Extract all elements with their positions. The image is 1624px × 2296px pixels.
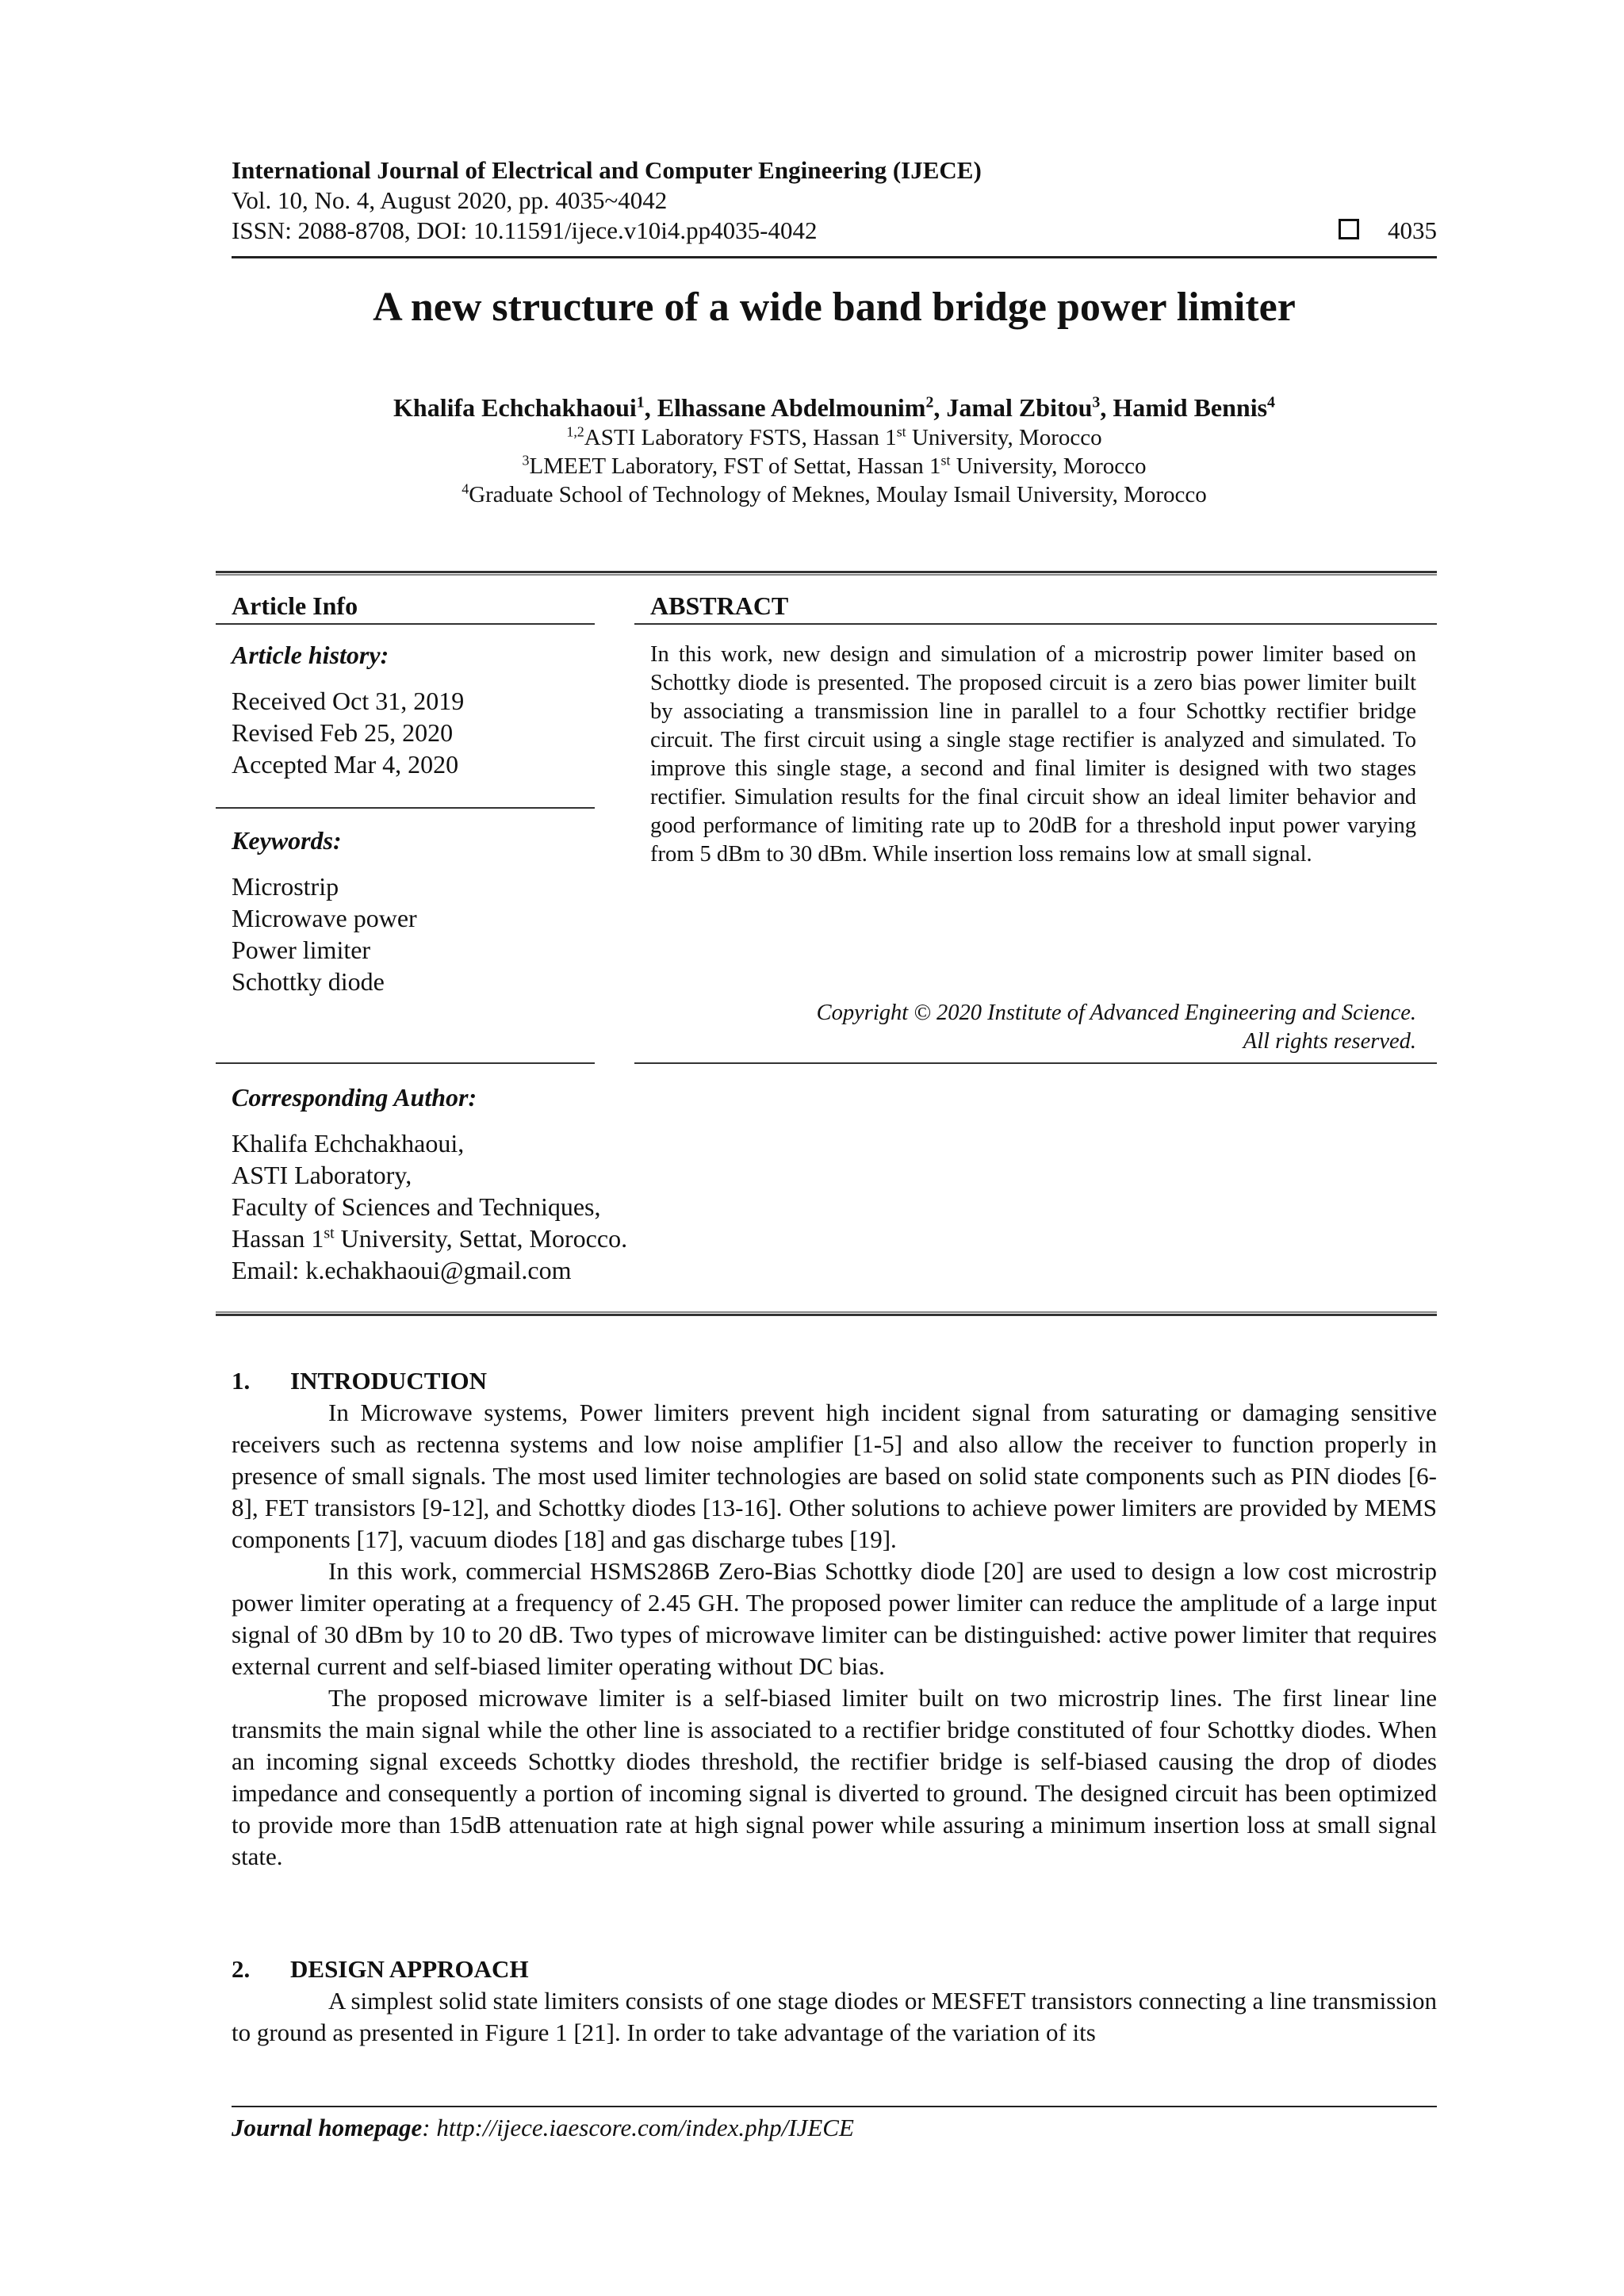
checkbox-square-icon bbox=[1339, 219, 1359, 239]
keyword: Schottky diode bbox=[232, 967, 385, 996]
author-name: Jamal Zbitou bbox=[946, 393, 1093, 422]
affiliation-text: University, Morocco bbox=[950, 453, 1147, 479]
copyright-line: All rights reserved. bbox=[1243, 1029, 1416, 1054]
history-accepted: Accepted Mar 4, 2020 bbox=[232, 750, 459, 779]
affiliation bbox=[232, 423, 1437, 452]
copyright-notice bbox=[650, 999, 1416, 1056]
author-sup: 1 bbox=[636, 393, 645, 411]
footer-rule bbox=[232, 2106, 1437, 2107]
journal-volume: Vol. 10, No. 4, August 2020, pp. 4035~4042 bbox=[232, 186, 668, 214]
abstract-rule bbox=[634, 623, 1437, 625]
article-info-rule bbox=[216, 623, 595, 625]
paragraph: A simplest solid state limiters consists of one stage diodes or MESFET transistors connecting a line transmission to ground as presented in Figure 1 [21]. In order to take advantage of the variation of its bbox=[232, 1987, 1437, 2046]
journal-name: International Journal of Electrical and Computer Engineering (IJECE) bbox=[232, 156, 982, 184]
keyword: Microstrip bbox=[232, 872, 339, 901]
page-number: 4035 bbox=[1388, 216, 1437, 244]
section-title: INTRODUCTION bbox=[290, 1367, 488, 1395]
abstract-heading: ABSTRACT bbox=[650, 591, 789, 620]
history-rule bbox=[216, 807, 595, 809]
paragraph: The proposed microwave limiter is a self-biased limiter built on two microstrip lines. The first linear line transmits the main signal while the other line is associated to a rectifier bridge constituted of four Schottky diodes. When an incoming signal exceeds Schottky diodes threshold, the rectifier bridge is self-biased causing the drop of diodes impedance and consequently a portion of incoming signal is diverted to ground. The designed circuit has been optimized to provide more than 15dB attenuation rate at high signal power while assuring a minimum insertion loss at small signal state. bbox=[232, 1684, 1437, 1870]
paragraph: In this work, commercial HSMS286B Zero-Bias Schottky diode [20] are used to design a low cost microstrip power limiter operating at a frequency of 2.45 GH. The proposed power limiter can reduce the amplitude of a large input signal of 30 dBm by 10 to 20 dB. Two types of microwave limiter can be distinguished: active power limiter that requires external current and self-biased limiter operating without DC bias. bbox=[232, 1557, 1437, 1680]
author-sup: 3 bbox=[1092, 393, 1101, 411]
paragraph: In Microwave systems, Power limiters prevent high incident signal from saturating or damaging sensitive receivers such as rectenna systems and low noise amplifier [1-5] and also allow the receiver to function properly in presence of small signals. The most used limiter technologies are based on solid state components such as PIN diodes [6-8], FET transistors [9-12], and Schottky diodes [13-16]. Other solutions to achieve power limiters are provided by MEMS components [17], vacuum diodes [18] and gas discharge tubes [19]. bbox=[232, 1399, 1437, 1553]
corresponding-university bbox=[232, 1223, 627, 1254]
section-design-approach bbox=[232, 1954, 1437, 2049]
paper-title: A new structure of a wide band bridge power limiter bbox=[373, 285, 1296, 330]
section-introduction bbox=[232, 1365, 1437, 1873]
keywords-rule bbox=[216, 1062, 595, 1064]
keyword: Power limiter bbox=[232, 936, 371, 964]
abstract-bottom-rule bbox=[634, 1062, 1437, 1064]
article-info-heading: Article Info bbox=[232, 591, 358, 620]
corresponding-faculty: Faculty of Sciences and Techniques, bbox=[232, 1192, 601, 1221]
author-name: Elhassane Abdelmounim bbox=[657, 393, 926, 422]
footer-url: : http://ijece.iaescore.com/index.php/IJECE bbox=[422, 2114, 854, 2141]
corresponding-heading: Corresponding Author: bbox=[232, 1083, 477, 1112]
section-number: 2. bbox=[232, 1955, 251, 1983]
affiliation-sup: 1,2 bbox=[566, 423, 584, 440]
history-revised: Revised Feb 25, 2020 bbox=[232, 718, 454, 747]
footer-label: Journal homepage bbox=[232, 2114, 423, 2141]
affiliation-sup: 4 bbox=[462, 480, 469, 497]
university-text: Hassan 1 bbox=[232, 1224, 324, 1253]
section-heading bbox=[232, 1954, 1437, 1985]
affiliation-text: University, Morocco bbox=[906, 425, 1102, 450]
author-sup: 2 bbox=[925, 393, 934, 411]
copyright-line: Copyright © 2020 Institute of Advanced Engineering and Science. bbox=[816, 1001, 1416, 1025]
journal-header bbox=[232, 155, 1437, 246]
ordinal-sup: st bbox=[896, 423, 906, 440]
history-heading: Article history: bbox=[232, 641, 389, 669]
info-box-bottom-rule bbox=[216, 1311, 1437, 1316]
journal-issn: ISSN: 2088-8708, DOI: 10.11591/ijece.v10i4.pp4035-4042 bbox=[232, 216, 818, 244]
author-list: Khalifa Echchakhaoui$^1$, Elhassane Abdelmounim$^2$, Jamal Zbitou$^3$, Hamid Bennis$^4$ bbox=[393, 393, 1275, 422]
corresponding-email: Email: k.echakhaoui@gmail.com bbox=[232, 1256, 572, 1284]
affiliation-text: ASTI Laboratory FSTS, Hassan 1 bbox=[584, 425, 897, 450]
author-name: Hamid Bennis bbox=[1113, 393, 1268, 422]
corresponding-lab: ASTI Laboratory, bbox=[232, 1161, 412, 1189]
affiliation-text: LMEET Laboratory, FST of Settat, Hassan 1 bbox=[529, 453, 941, 479]
affiliation-sup: 3 bbox=[522, 452, 530, 469]
section-heading bbox=[232, 1365, 1437, 1397]
ordinal-sup: st bbox=[940, 452, 951, 469]
info-box-top-rule bbox=[216, 571, 1437, 576]
section-number: 1. bbox=[232, 1367, 251, 1395]
author-sup: 4 bbox=[1267, 393, 1275, 411]
history-received: Received Oct 31, 2019 bbox=[232, 687, 465, 715]
keywords-heading: Keywords: bbox=[232, 826, 342, 855]
university-text: University, Settat, Morocco. bbox=[334, 1224, 628, 1253]
header-rule bbox=[232, 256, 1437, 258]
keyword: Microwave power bbox=[232, 904, 417, 932]
author-name: Khalifa Echchakhaoui bbox=[393, 393, 637, 422]
ordinal-sup: st bbox=[324, 1224, 335, 1242]
section-title: DESIGN APPROACH bbox=[290, 1955, 529, 1983]
abstract-text: In this work, new design and simulation of a microstrip power limiter based on Schottky diode is presented. The proposed circuit is a zero bias power limiter built by associating a transmission line in parallel to a four Schottky rectifier bridge circuit. The first circuit using a single stage rectifier is analyzed and simulated. To improve this single stage, a second and final limiter is designed with two stages rectifier. Simulation results for the final circuit show an ideal limiter behavior and good performance of limiting rate up to 20dB for a threshold input power varying from 5 dBm to 30 dBm. While insertion loss remains low at small signal. bbox=[650, 642, 1416, 867]
affiliation-text: Graduate School of Technology of Meknes, Moulay Ismail University, Morocco bbox=[469, 482, 1207, 507]
affiliation bbox=[232, 452, 1437, 480]
corresponding-name: Khalifa Echchakhaoui, bbox=[232, 1129, 465, 1158]
affiliation bbox=[232, 480, 1437, 509]
journal-homepage bbox=[232, 2112, 854, 2144]
